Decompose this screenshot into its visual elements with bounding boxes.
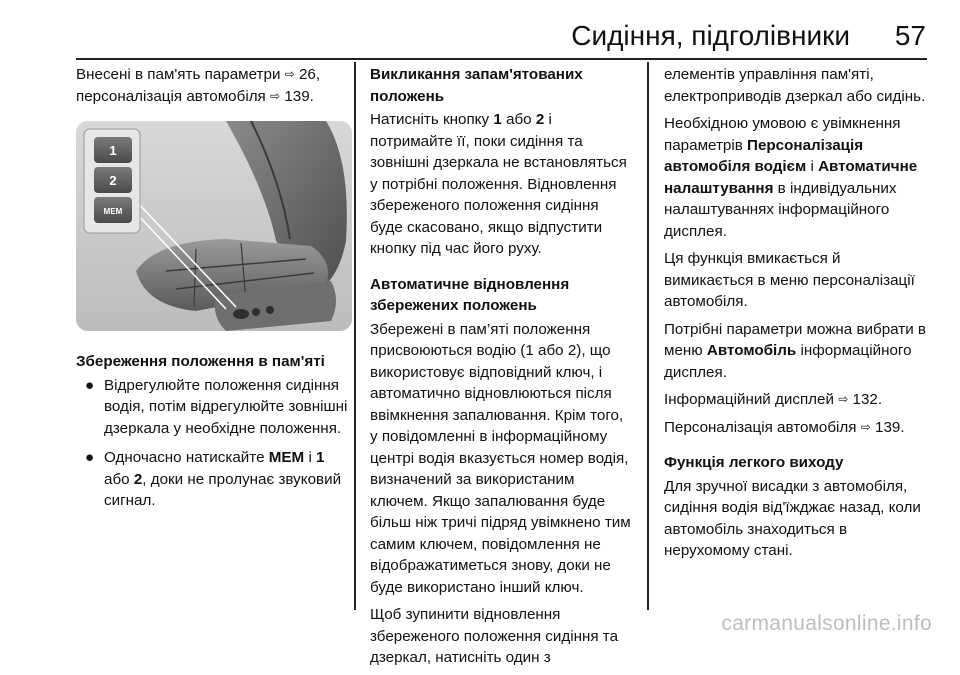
auto-recall-heading: Автоматичне відновлення збережених положень (370, 275, 570, 314)
intro-paragraph: Внесені в пам'ять параметри ⇨ 26, персоналізація автомобіля ⇨ 139. (76, 66, 321, 105)
column-3 (664, 64, 930, 568)
save-steps-list (76, 375, 352, 512)
list-item: ● Відрегулюйте положення сидіння водія, потім відрегулюйте зовнішні дзеркала у необхідне положення. (85, 376, 348, 437)
recall-paragraph: Натисніть кнопку 1 або 2 і потримайте її, поки сидіння та зовнішні дзеркала не встановляться у потрібні положення. Відновлення збереженого положення сидіння буде скасовано, якщо відпустити кнопку під час його руху. (370, 111, 627, 257)
reference-line: Інформаційний дисплей ⇨ 132. (664, 391, 883, 408)
auto-recall-paragraph: Збережені в пам’яті положення присвоюються водію (1 або 2), що використовує відповідний ключ, і автоматично відновлюються після ввімкнення запалювання. Крім того, у повідомленні в інформаційному центрі водія вказується номер водія, визначений за використаним ключем. Якщо запалювання буде більш ніж тричі підряд увімкнено тим самим ключем, повідомлення не відображатиметься знову, доки не буде використано інший ключ. (370, 320, 631, 596)
page-reference[interactable]: 132. (852, 391, 883, 408)
cross-reference-icon: ⇨ (838, 392, 849, 406)
page-reference[interactable]: 139. (284, 87, 314, 105)
cross-reference-icon: ⇨ (284, 67, 295, 81)
easy-exit-paragraph: Для зручної висадки з автомобіля, сидіння водія від'їжджає назад, коли автомобіль знаходиться в нерухомому стані. (664, 477, 921, 559)
save-heading: Збереження положення в пам'яті (76, 353, 325, 370)
bullet-icon: ● (85, 376, 95, 394)
seat-memory-illustration (76, 121, 352, 331)
page-reference[interactable]: 139. (875, 418, 905, 436)
cross-reference-icon: ⇨ (270, 88, 281, 103)
memory-button-1-label: 1 (109, 143, 117, 158)
watermark: carmanualsonline.info (721, 612, 932, 635)
reference-line: Персоналізація автомобіля ⇨ 139. (664, 418, 905, 436)
page-reference[interactable]: 26, (298, 66, 321, 83)
recall-heading: Викликання запам'ятованих положень (370, 66, 583, 105)
column-1 (76, 64, 352, 520)
bullet-icon: ● (85, 449, 95, 466)
page-number: 57 (894, 20, 926, 51)
column-divider-2 (647, 62, 649, 610)
paragraph: елементів управління пам'яті, електроприводів дзеркал або сидінь. (664, 66, 926, 105)
list-item: ● Одночасно натискайте MEM і 1 або 2, доки не пролунає звуковий сигнал. (85, 449, 342, 509)
memory-button-2-label: 2 (109, 173, 117, 188)
easy-exit-heading: Функція легкого виходу (664, 454, 844, 471)
column-2 (370, 64, 632, 675)
column-divider-1 (354, 62, 356, 610)
paragraph: Ця функція вмикається й вимикається в меню персоналізації автомобіля. (664, 250, 915, 310)
header-rule (76, 58, 927, 60)
section-title: Сидіння, підголівники (571, 20, 850, 51)
stop-recall-paragraph: Щоб зупинити відновлення збереженого положення сидіння та дзеркал, натисніть один з (370, 606, 619, 666)
prerequisite-paragraph: Необхідною умовою є увімкнення параметрів Персоналізація автомобіля водієм і Автоматичне налаштування в індивідуальних налаштуваннях інформаційного дисплея. (664, 115, 918, 240)
paragraph: Потрібні параметри можна вибрати в меню Автомобіль інформаційного дисплея. (664, 320, 927, 381)
cross-reference-icon: ⇨ (860, 419, 871, 434)
mem-button-label: MEM (103, 207, 123, 216)
